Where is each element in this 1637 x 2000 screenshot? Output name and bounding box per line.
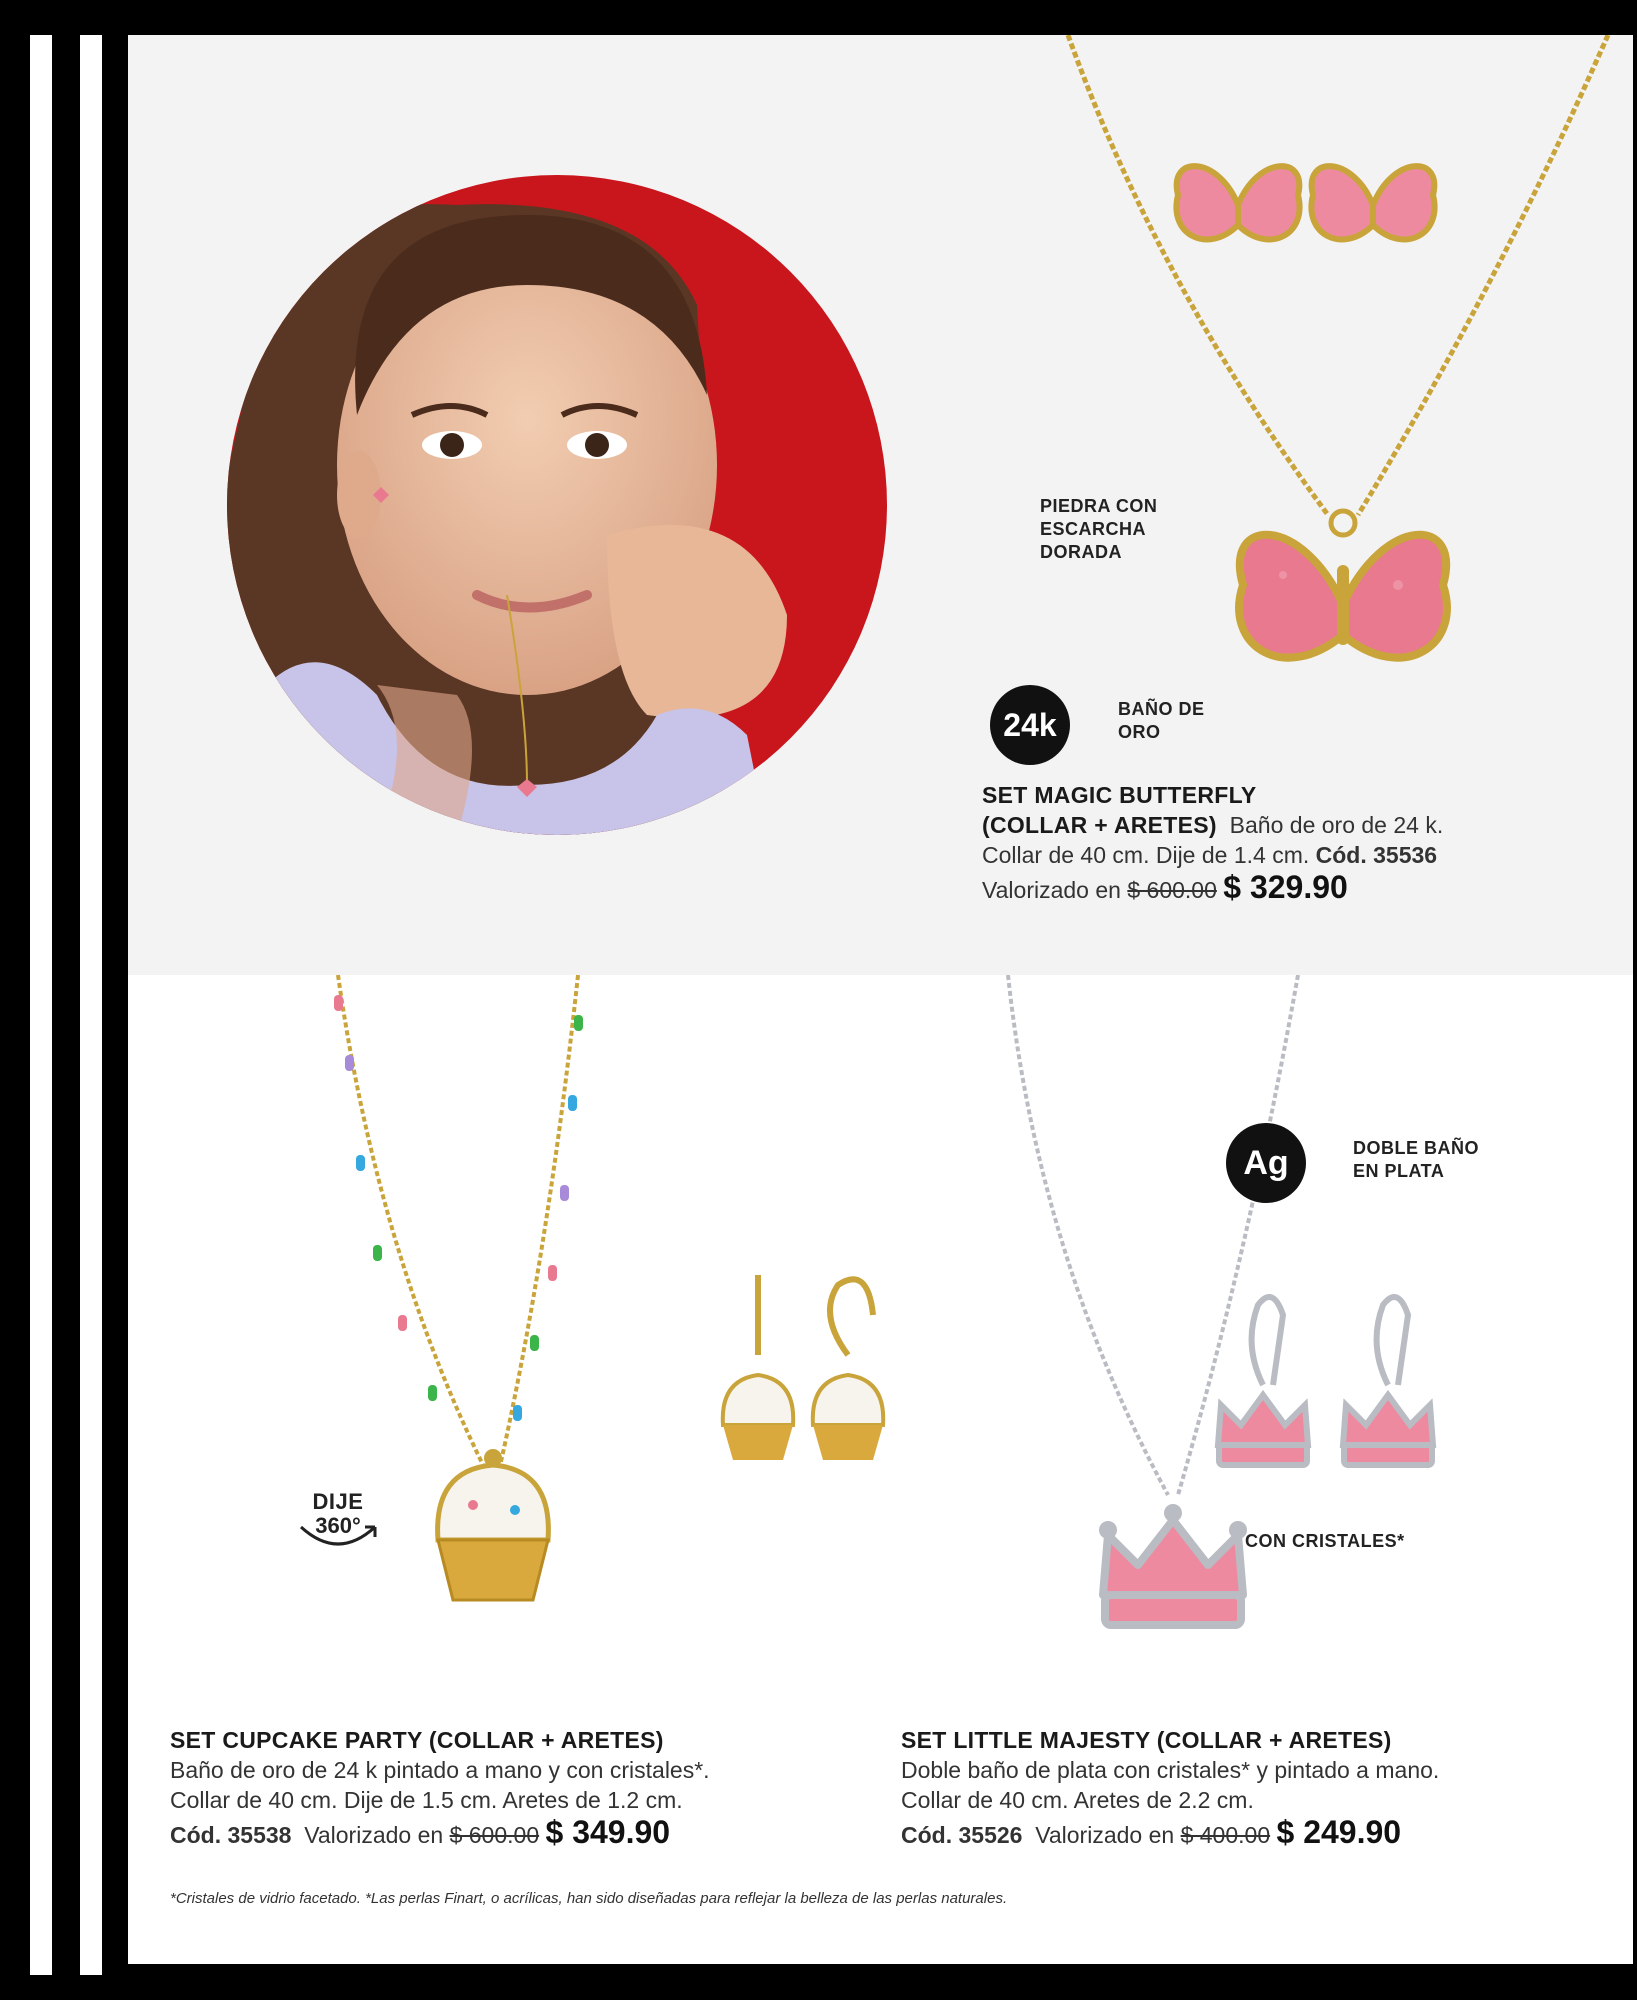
badge-caption-silver: DOBLE BAÑO EN PLATA <box>1353 1138 1479 1181</box>
product-info-little-majesty <box>901 1725 1541 1850</box>
pendant-rotation: 360° <box>315 1513 361 1538</box>
silver-ag-badge: Ag <box>1226 1123 1306 1203</box>
pendant-360-label <box>283 1490 393 1545</box>
valued-label: Valorizado en <box>982 877 1121 903</box>
price: $ 329.90 <box>1223 869 1348 905</box>
valued-label: Valorizado en <box>1035 1822 1175 1848</box>
badge-caption-gold: BAÑO DE ORO <box>1118 699 1205 742</box>
old-price: $ 600.00 <box>449 1822 540 1848</box>
decor-stripe-right <box>80 35 102 1975</box>
product-desc: Baño de oro de 24 k. <box>1229 812 1444 838</box>
price: $ 349.90 <box>545 1814 671 1850</box>
old-price: $ 400.00 <box>1180 1822 1271 1848</box>
product-desc: Doble baño de plata con cristales* y pintado a mano. <box>901 1757 1440 1783</box>
product-name: SET CUPCAKE PARTY (COLLAR + ARETES) <box>170 1727 664 1753</box>
price: $ 249.90 <box>1276 1814 1402 1850</box>
product-desc-2: Collar de 40 cm. Dije de 1.4 cm. <box>982 842 1310 868</box>
product-code: Cód. 35536 <box>1315 842 1438 868</box>
product-name-2: (COLLAR + ARETES) <box>982 812 1217 838</box>
product-name: SET LITTLE MAJESTY (COLLAR + ARETES) <box>901 1727 1392 1753</box>
product-code: Cód. 35538 <box>170 1822 292 1848</box>
product-info-magic-butterfly <box>982 780 1602 905</box>
crown-earrings-image <box>1198 1285 1518 1505</box>
page-content <box>128 35 1633 1964</box>
rotate-360-icon <box>283 1513 393 1545</box>
old-price: $ 600.00 <box>1127 877 1217 903</box>
product-desc-2: Collar de 40 cm. Aretes de 2.2 cm. <box>901 1787 1254 1813</box>
gold-24k-badge: 24k <box>990 685 1070 765</box>
pendant-label: DIJE <box>312 1489 364 1514</box>
product-desc-2: Collar de 40 cm. Dije de 1.5 cm. Aretes de 1.2 cm. <box>170 1787 683 1813</box>
product-code: Cód. 35526 <box>901 1822 1023 1848</box>
product-info-cupcake-party <box>170 1725 810 1850</box>
butterfly-necklace-image <box>1028 35 1633 735</box>
product-desc: Baño de oro de 24 k pintado a mano y con cristales*. <box>170 1757 710 1783</box>
footnote: *Cristales de vidrio facetado. *Las perlas Finart, o acrílicas, han sido diseñadas para reflejar la belleza de las perlas naturales. <box>170 1890 1008 1907</box>
valued-label: Valorizado en <box>304 1822 444 1848</box>
feature-label-crystals: CON CRISTALES* <box>1245 1531 1405 1551</box>
model-photo <box>227 175 887 835</box>
decor-stripe-left <box>30 35 52 1975</box>
feature-label-stone: PIEDRA CON ESCARCHA DORADA <box>1040 496 1158 562</box>
cupcake-earrings-image <box>718 1275 898 1475</box>
product-name: SET MAGIC BUTTERFLY <box>982 782 1257 808</box>
